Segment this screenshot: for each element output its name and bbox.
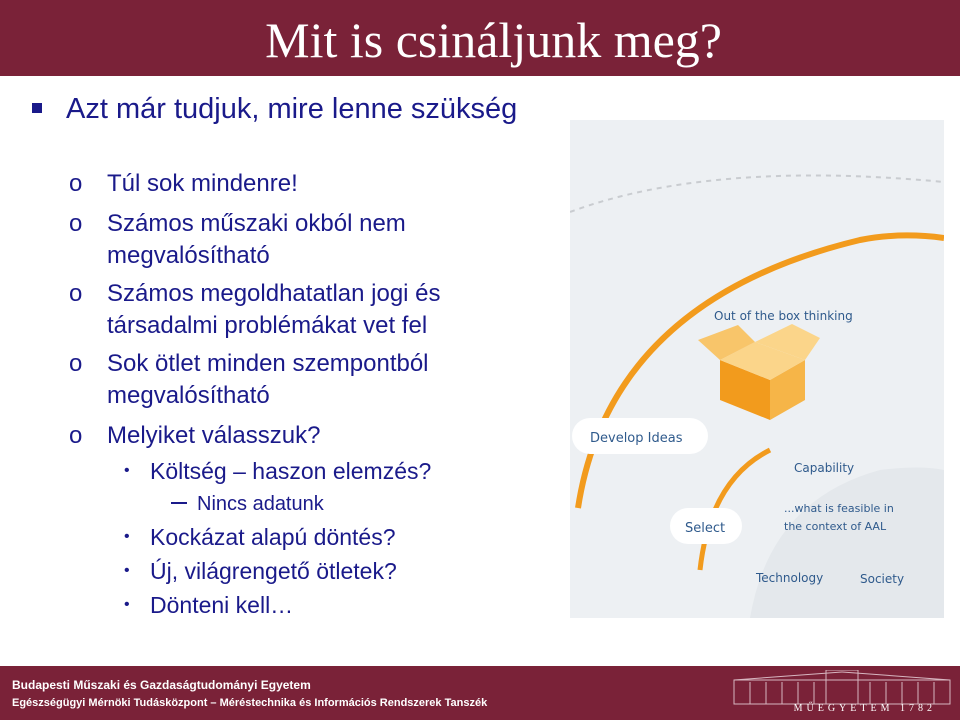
bullet-level2-1 — [69, 208, 547, 272]
dot-bullet-icon: • — [124, 462, 130, 479]
bullet-level2-2 — [69, 278, 547, 342]
bullet-level2-3 — [69, 348, 547, 412]
circle-bullet-icon: o — [69, 210, 83, 237]
bullet-level4-text: Nincs adatunk — [197, 493, 324, 515]
bullet-level3-0 — [124, 456, 550, 486]
feasible-label: ...what is feasible in the context of AAL — [784, 502, 894, 533]
bullet-level2-0 — [69, 168, 547, 200]
bullet-level1-text: Azt már tudjuk, mire lenne szükség — [66, 93, 518, 125]
circle-bullet-icon: o — [69, 170, 83, 197]
bullet-level2-text: Túl sok mindenre! — [107, 170, 298, 197]
bullet-level3-text: Költség – haszon elemzés? — [150, 458, 432, 484]
slide-content — [0, 76, 560, 646]
slide-title: Mit is csináljunk meg? — [265, 12, 722, 68]
circle-bullet-icon: o — [69, 422, 83, 449]
bullet-level3-text: Új, világrengető ötletek? — [150, 558, 397, 584]
dot-bullet-icon: • — [124, 596, 130, 613]
footer-university: Budapesti Műszaki és Gazdaságtudományi Egyetem — [12, 678, 311, 692]
bullet-level3-1 — [124, 522, 550, 552]
bullet-level4 — [197, 490, 537, 518]
bullet-level2-text: Számos megoldhatatlan jogi és társadalmi problémákat vet fel — [107, 280, 441, 339]
ideas-diagram — [570, 120, 944, 618]
bullet-level2-text: Melyiket válasszuk? — [107, 422, 321, 449]
title-bar — [0, 0, 960, 76]
square-bullet-icon — [32, 103, 42, 113]
footer-bar — [0, 666, 960, 720]
feasible-label-box — [784, 500, 914, 540]
bullet-level2-4 — [69, 420, 547, 452]
dot-bullet-icon: • — [124, 562, 130, 579]
footer-department: Egészségügyi Mérnöki Tudásközpont – Méréstechnika és Információs Rendszerek Tanszék — [12, 697, 488, 709]
ideas-diagram-svg — [570, 120, 944, 618]
select-label: Select — [685, 521, 726, 536]
inner-circle — [750, 468, 944, 619]
bullet-level3-3 — [124, 590, 550, 620]
circle-bullet-icon: o — [69, 280, 83, 307]
circle-bullet-icon: o — [69, 350, 83, 377]
logo-text: MŰEGYETEM 1782 — [793, 703, 936, 714]
society-label: Society — [860, 572, 905, 586]
bullet-level2-text: Számos műszaki okból nem megvalósítható — [107, 210, 406, 269]
open-box-icon — [698, 324, 820, 420]
out-of-box-label: Out of the box thinking — [714, 309, 853, 323]
dash-bullet-icon — [171, 502, 187, 504]
bullet-level3-text: Dönteni kell… — [150, 592, 294, 618]
capability-label: Capability — [794, 461, 855, 475]
dashed-arc — [570, 175, 944, 212]
bullet-level2-text: Sok ötlet minden szempontból megvalósítható — [107, 350, 429, 409]
dot-bullet-icon: • — [124, 528, 130, 545]
bullet-level3-text: Kockázat alapú döntés? — [150, 524, 396, 550]
bullet-level3-2 — [124, 556, 550, 586]
develop-ideas-label: Develop Ideas — [590, 431, 683, 446]
bullet-level1 — [66, 90, 526, 128]
university-logo — [730, 670, 956, 716]
technology-label: Technology — [756, 571, 824, 585]
